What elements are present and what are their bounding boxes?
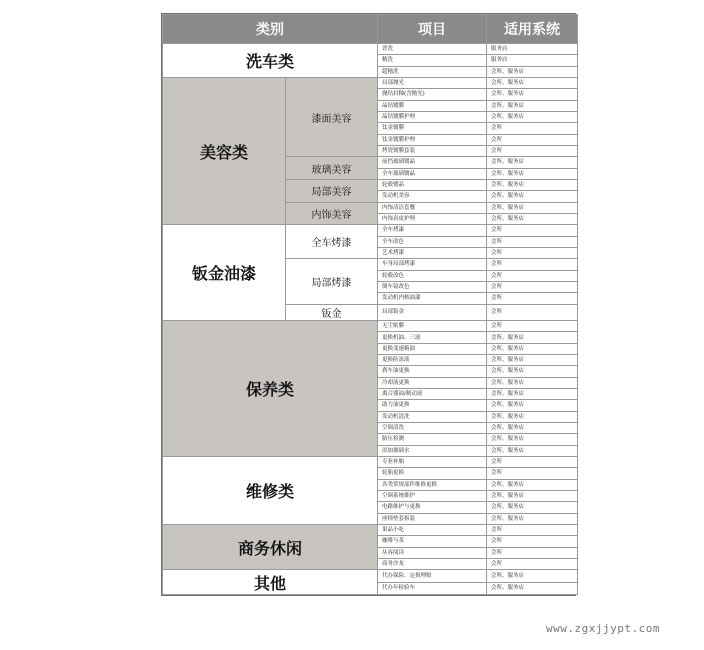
item-cell: 咖啡与茶 (378, 536, 487, 547)
item-cell: 代办保险、定损理赔 (378, 570, 487, 582)
scope-cell: 会所、服务店 (487, 434, 578, 445)
scope-cell: 会所 (487, 281, 578, 292)
table-row (163, 456, 578, 467)
subcategory-cell: 钣金 (286, 304, 378, 320)
scope-cell: 会所 (487, 304, 578, 320)
item-cell: 座椅垫套拆装 (378, 513, 487, 524)
subcategory-cell: 全车烤漆 (286, 225, 378, 259)
service-table-container (161, 13, 576, 596)
item-cell: 更换机油、三滤 (378, 332, 487, 343)
subcategory-cell: 内饰美容 (286, 202, 378, 225)
item-cell: 空调系统维护 (378, 490, 487, 501)
category-cell: 洗车类 (163, 44, 378, 78)
item-cell: 内饰清洁套餐 (378, 202, 487, 213)
item-cell: 助力油更换 (378, 400, 487, 411)
item-cell: 精洗 (378, 55, 487, 66)
scope-cell: 会所、服务店 (487, 89, 578, 100)
scope-cell: 会所 (487, 468, 578, 479)
scope-cell: 会所、服务店 (487, 479, 578, 490)
item-cell: 局部钣金 (378, 304, 487, 320)
item-cell: 刹车油更换 (378, 366, 487, 377)
scope-cell: 会所、服务店 (487, 377, 578, 388)
scope-cell: 会所 (487, 145, 578, 156)
item-cell: 抛钻封釉(含抛光) (378, 89, 487, 100)
scope-cell: 会所、服务店 (487, 513, 578, 524)
item-cell: 发动机美容 (378, 191, 487, 202)
table-row (163, 77, 578, 88)
scope-cell: 会所、服务店 (487, 582, 578, 594)
watermark-url: www.zgxjjypt.com (546, 622, 660, 635)
scope-cell: 会所 (487, 456, 578, 467)
item-cell: 代办年检验车 (378, 582, 487, 594)
item-cell: 车身局部烤漆 (378, 259, 487, 270)
scope-cell: 会所、服务店 (487, 111, 578, 122)
scope-cell: 会所、服务店 (487, 411, 578, 422)
item-cell: 轮毂改色 (378, 270, 487, 281)
item-cell: 胎压检测 (378, 434, 487, 445)
item-cell: 各类常规部件维修更换 (378, 479, 487, 490)
category-cell: 其他 (163, 570, 378, 595)
scope-cell: 会所、服务店 (487, 157, 578, 168)
item-cell: 冷却液更换 (378, 377, 487, 388)
scope-cell: 会所、服务店 (487, 179, 578, 190)
item-cell: 前挡玻璃镀晶 (378, 157, 487, 168)
scope-cell: 会所、服务店 (487, 570, 578, 582)
service-table (162, 14, 578, 595)
subcategory-cell: 玻璃美容 (286, 157, 378, 180)
table-row (163, 225, 578, 236)
item-cell: 更换变速箱油 (378, 343, 487, 354)
item-cell: 从容阅读 (378, 547, 487, 558)
scope-cell: 会所 (487, 293, 578, 304)
item-cell: 晶钻镀膜护理 (378, 111, 487, 122)
scope-cell: 会所、服务店 (487, 400, 578, 411)
scope-cell: 会所、服务店 (487, 332, 578, 343)
header-item: 项目 (378, 15, 487, 44)
subcategory-cell: 局部烤漆 (286, 259, 378, 304)
item-cell: 全车改色 (378, 236, 487, 247)
item-cell: 空调清洗 (378, 422, 487, 433)
scope-cell: 会所 (487, 270, 578, 281)
scope-cell: 会所、服务店 (487, 191, 578, 202)
scope-cell: 服务店 (487, 44, 578, 55)
scope-cell: 会所 (487, 259, 578, 270)
scope-cell: 会所、服务店 (487, 213, 578, 224)
item-cell: 更换防冻液 (378, 355, 487, 366)
item-cell: 发动机内核油漆 (378, 293, 487, 304)
item-cell: 普洗 (378, 44, 487, 55)
item-cell: 艺术烤漆 (378, 247, 487, 258)
item-cell: 轮毂镀晶 (378, 179, 487, 190)
header-row (163, 15, 578, 44)
scope-cell: 会所、服务店 (487, 202, 578, 213)
table-row (163, 570, 578, 582)
category-cell: 钣金油漆 (163, 225, 286, 321)
scope-cell: 会所 (487, 134, 578, 145)
subcategory-cell: 局部美容 (286, 179, 378, 202)
scope-cell: 会所、服务店 (487, 100, 578, 111)
scope-cell: 会所、服务店 (487, 388, 578, 399)
item-cell: 商务沙龙 (378, 558, 487, 569)
item-cell: 电路维护与更换 (378, 502, 487, 513)
header-category: 类别 (163, 15, 378, 44)
category-cell: 美容类 (163, 77, 286, 224)
scope-cell: 会所、服务店 (487, 66, 578, 77)
table-row (163, 524, 578, 535)
item-cell: 烤瓷镀膜套装 (378, 145, 487, 156)
item-cell: 果品小吃 (378, 524, 487, 535)
scope-cell: 服务店 (487, 55, 578, 66)
item-cell: 晶钻镀膜 (378, 100, 487, 111)
scope-cell: 会所 (487, 225, 578, 236)
category-cell: 商务休闲 (163, 524, 378, 569)
table-body (163, 44, 578, 595)
scope-cell: 会所、服务店 (487, 343, 578, 354)
scope-cell: 会所 (487, 321, 578, 332)
scope-cell: 会所、服务店 (487, 355, 578, 366)
scope-cell: 会所、服务店 (487, 445, 578, 456)
table-row (163, 321, 578, 332)
scope-cell: 会所 (487, 547, 578, 558)
item-cell: 全车烤漆 (378, 225, 487, 236)
scope-cell: 会所 (487, 247, 578, 258)
item-cell: 无尘贴膜 (378, 321, 487, 332)
scope-cell: 会所 (487, 558, 578, 569)
scope-cell: 会所、服务店 (487, 366, 578, 377)
scope-cell: 会所、服务店 (487, 422, 578, 433)
category-cell: 维修类 (163, 456, 378, 524)
scope-cell: 会所、服务店 (487, 490, 578, 501)
item-cell: 专业补胎 (378, 456, 487, 467)
scope-cell: 会所 (487, 236, 578, 247)
item-cell: 钛金镀膜 (378, 123, 487, 134)
item-cell: 钛金镀膜护理 (378, 134, 487, 145)
subcategory-cell: 漆面美容 (286, 77, 378, 156)
scope-cell: 会所、服务店 (487, 502, 578, 513)
category-cell: 保养类 (163, 321, 378, 457)
scope-cell: 会所 (487, 536, 578, 547)
scope-cell: 会所、服务店 (487, 168, 578, 179)
item-cell: 轮胎更换 (378, 468, 487, 479)
scope-cell: 会所 (487, 123, 578, 134)
item-cell: 全车玻璃镀晶 (378, 168, 487, 179)
item-cell: 添加玻璃水 (378, 445, 487, 456)
item-cell: 离合器油/制动液 (378, 388, 487, 399)
item-cell: 内饰真皮护理 (378, 213, 487, 224)
item-cell: 发动机清洗 (378, 411, 487, 422)
scope-cell: 会所 (487, 524, 578, 535)
item-cell: 超精洗 (378, 66, 487, 77)
item-cell: 倒车镜改色 (378, 281, 487, 292)
header-scope: 适用系统 (487, 15, 578, 44)
scope-cell: 会所、服务店 (487, 77, 578, 88)
item-cell: 局部抛光 (378, 77, 487, 88)
table-row (163, 44, 578, 55)
